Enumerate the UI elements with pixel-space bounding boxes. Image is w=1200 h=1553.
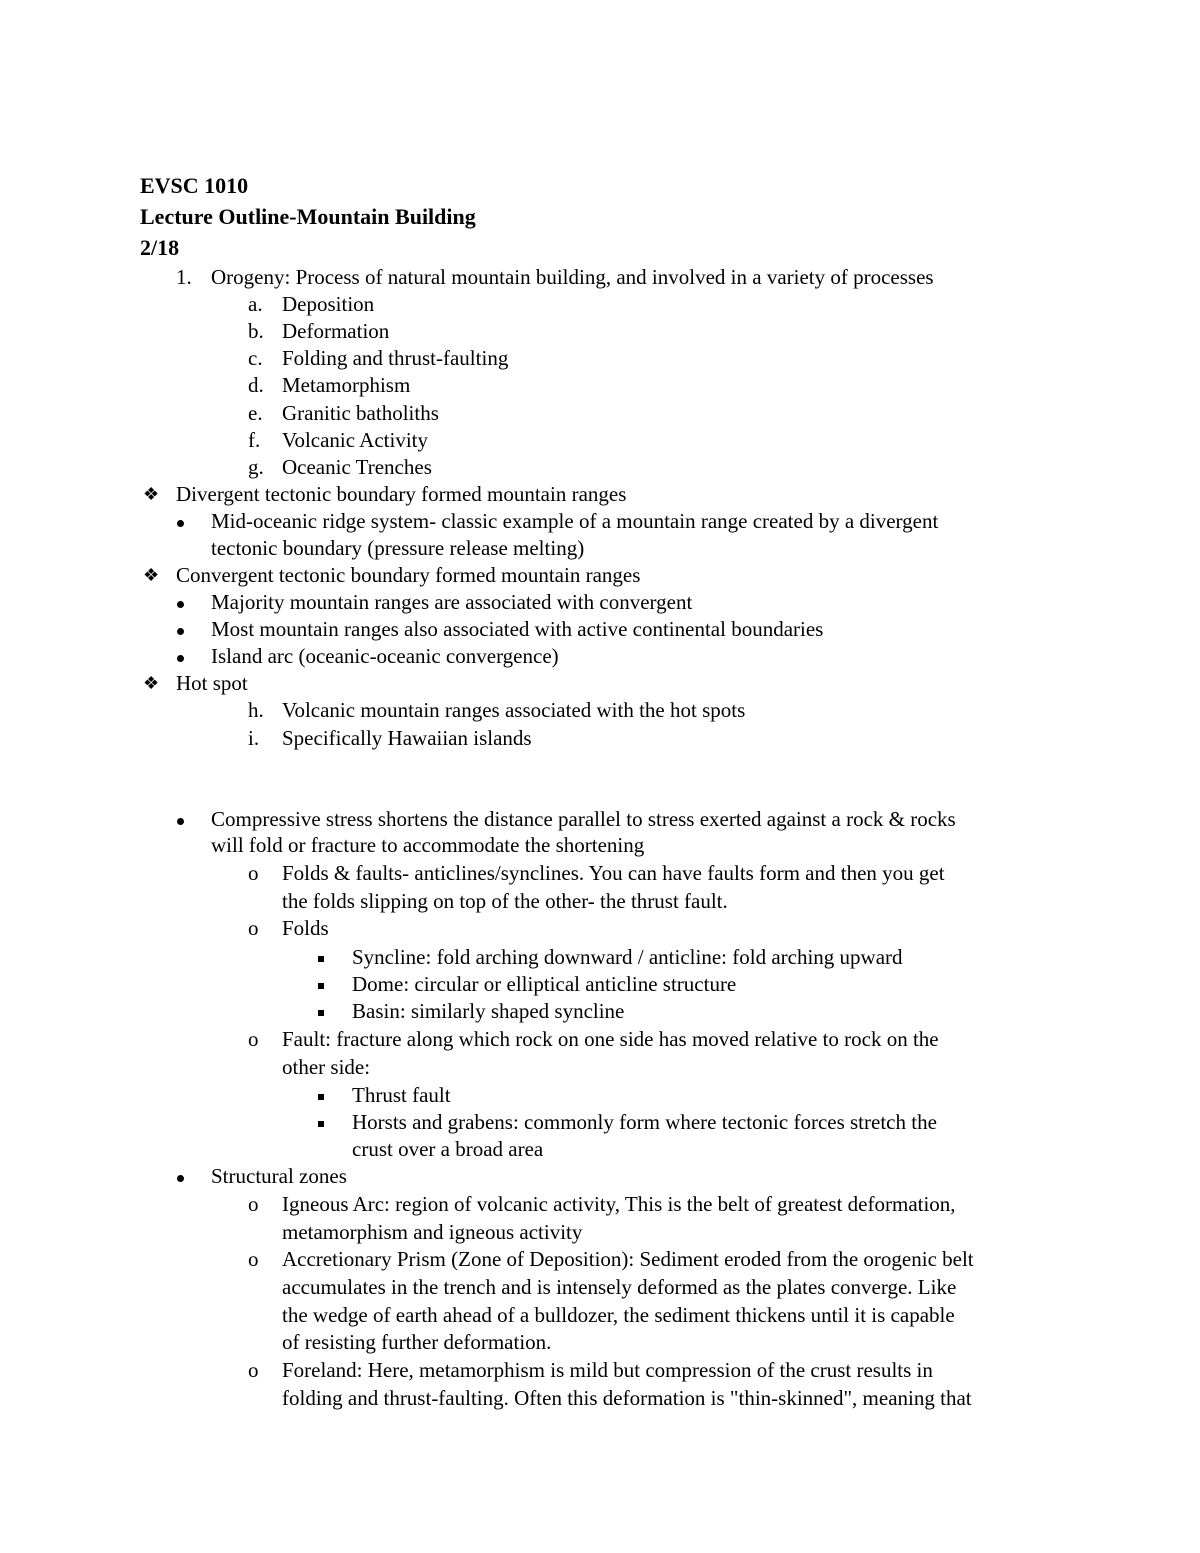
list-item-text: of resisting further deformation. <box>282 1330 552 1354</box>
round-bullet-icon <box>177 643 184 670</box>
lecture-title: Lecture Outline-Mountain Building <box>140 204 476 229</box>
list-item-text: Basin: similarly shaped syncline <box>352 999 625 1023</box>
list-item-text: Syncline: fold arching downward / anticline: fold arching upward <box>352 945 903 969</box>
circle-bullet-icon: o <box>248 1247 259 1271</box>
list-letter: i. <box>248 726 260 750</box>
section-heading: Convergent tectonic boundary formed mountain ranges <box>176 563 641 587</box>
list-item-text: Majority mountain ranges are associated with convergent <box>211 590 693 614</box>
round-bullet-icon <box>177 616 184 643</box>
round-bullet-icon <box>177 1163 184 1190</box>
list-letter: d. <box>248 373 264 397</box>
circle-bullet-icon: o <box>248 1027 259 1051</box>
list-item-text: Dome: circular or elliptical anticline structure <box>352 972 737 996</box>
round-bullet-icon <box>177 508 184 535</box>
section-heading: Hot spot <box>176 671 248 695</box>
list-item-text: Folding and thrust-faulting <box>282 346 509 370</box>
circle-bullet-icon: o <box>248 861 259 885</box>
circle-bullet-icon: o <box>248 916 259 940</box>
list-item-text: metamorphism and igneous activity <box>282 1220 583 1244</box>
list-item-text: Accretionary Prism (Zone of Deposition): Sediment eroded from the orogenic belt <box>282 1247 974 1271</box>
list-item-text: Orogeny: Process of natural mountain building, and involved in a variety of processes <box>211 265 934 289</box>
round-bullet-icon <box>177 806 184 833</box>
section-heading: Divergent tectonic boundary formed mountain ranges <box>176 482 627 506</box>
square-bullet-icon <box>318 1109 324 1136</box>
list-item-text: Horsts and grabens: commonly form where tectonic forces stretch the <box>352 1110 937 1134</box>
list-item-text: will fold or fracture to accommodate the shortening <box>211 833 645 857</box>
list-item-text: the folds slipping on top of the other- the thrust fault. <box>282 889 728 913</box>
list-item-text: the wedge of earth ahead of a bulldozer, the sediment thickens until it is capable <box>282 1303 955 1327</box>
list-letter: g. <box>248 455 264 479</box>
list-item-text: Folds & faults- anticlines/synclines. You can have faults form and then you get <box>282 861 945 885</box>
list-item-text: Foreland: Here, metamorphism is mild but compression of the crust results in <box>282 1358 933 1382</box>
list-item-text: Deformation <box>282 319 390 343</box>
diamond-bullet-icon: ❖ <box>143 484 160 504</box>
list-item-text: Metamorphism <box>282 373 411 397</box>
list-letter: c. <box>248 346 263 370</box>
list-letter: h. <box>248 698 264 722</box>
round-bullet-icon <box>177 589 184 616</box>
circle-bullet-icon: o <box>248 1358 259 1382</box>
list-item-text: other side: <box>282 1055 371 1079</box>
list-item-text: Deposition <box>282 292 375 316</box>
diamond-bullet-icon: ❖ <box>143 565 160 585</box>
list-letter: a. <box>248 292 263 316</box>
square-bullet-icon <box>318 998 324 1025</box>
list-letter: b. <box>248 319 264 343</box>
list-item-text: Structural zones <box>211 1164 347 1188</box>
list-item-text: tectonic boundary (pressure release melting) <box>211 536 585 560</box>
list-item-text: Folds <box>282 916 329 940</box>
circle-bullet-icon: o <box>248 1192 259 1216</box>
list-item-text: Most mountain ranges also associated with active continental boundaries <box>211 617 824 641</box>
list-item-text: Compressive stress shortens the distance parallel to stress exerted against a rock & rocks <box>211 807 956 831</box>
square-bullet-icon <box>318 971 324 998</box>
lecture-date: 2/18 <box>140 235 180 260</box>
list-letter: e. <box>248 401 263 425</box>
list-item-text: folding and thrust-faulting. Often this deformation is "thin-skinned", meaning that <box>282 1386 972 1410</box>
list-item-text: Volcanic mountain ranges associated with the hot spots <box>282 698 746 722</box>
list-item-text: accumulates in the trench and is intensely deformed as the plates converge. Like <box>282 1275 957 1299</box>
square-bullet-icon <box>318 944 324 971</box>
list-item-text: Island arc (oceanic-oceanic convergence) <box>211 644 559 668</box>
list-item-text: crust over a broad area <box>352 1137 544 1161</box>
list-item-text: Thrust fault <box>352 1083 451 1107</box>
list-letter: f. <box>248 428 261 452</box>
diamond-bullet-icon: ❖ <box>143 673 160 693</box>
list-item-text: Fault: fracture along which rock on one side has moved relative to rock on the <box>282 1027 939 1051</box>
course-code: EVSC 1010 <box>140 173 249 198</box>
list-item-text: Oceanic Trenches <box>282 455 432 479</box>
list-item-text: Volcanic Activity <box>282 428 429 452</box>
list-item-text: Specifically Hawaiian islands <box>282 726 532 750</box>
list-item-text: Mid-oceanic ridge system- classic example of a mountain range created by a divergent <box>211 509 939 533</box>
square-bullet-icon <box>318 1082 324 1109</box>
list-number: 1. <box>176 265 192 289</box>
list-item-text: Granitic batholiths <box>282 401 439 425</box>
list-item-text: Igneous Arc: region of volcanic activity, This is the belt of greatest deformation, <box>282 1192 956 1216</box>
